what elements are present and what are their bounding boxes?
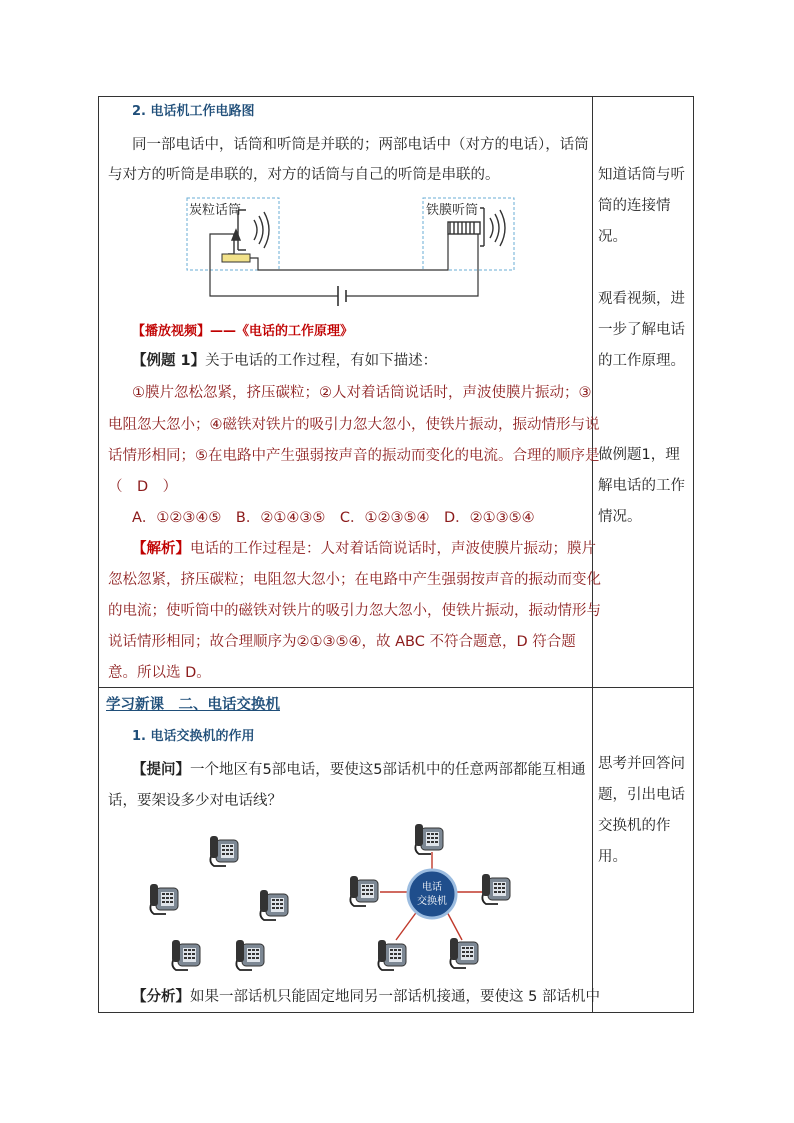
question-tag: 【提问】 (132, 762, 190, 778)
analysis-line: 意。所以选 D。 (108, 665, 211, 681)
switchboard-label: 电话 (422, 882, 442, 893)
side-note: 筒的连接情 (598, 198, 671, 214)
analysis-line: 说话情形相同；故合理顺序为②①③⑤④，故 ABC 不符合题意，D 符合题 (108, 634, 576, 650)
example-options: A．①②③④⑤ B．②①④③⑤ C．①②③⑤④ D．②①③⑤④ (132, 510, 535, 526)
analysis-tag: 【解析】 (132, 541, 190, 557)
side-note: 思考并回答问 (598, 756, 685, 772)
telephone-circuit-diagram (180, 194, 520, 306)
analysis-text: 电话的工作过程是：人对着话筒说话时，声波使膜片振动；膜片 (190, 541, 596, 557)
telephone-icon (236, 940, 264, 970)
side-note: 情况。 (598, 509, 642, 525)
iron-diaphragm-receiver-label: 铁膜听筒 (426, 203, 479, 218)
question-line: 话，要架设多少对电话线？ (108, 793, 282, 809)
carbon-microphone-label: 炭粒话筒 (189, 203, 242, 218)
side-note: 的工作原理。 (598, 353, 685, 369)
section-heading: 1. 电话交换机的作用 (132, 729, 255, 744)
side-note: 交换机的作 (598, 818, 671, 834)
telephone-icon (172, 940, 200, 970)
video-title: ——《电话的工作原理》 (210, 324, 354, 339)
side-note: 况。 (598, 229, 627, 245)
telephone-icon (378, 940, 406, 970)
example-line: 话情形相同；⑤在电路中产生强弱按声音的振动而变化的电流。合理的顺序是 (108, 448, 600, 464)
example-tag: 【例题 1】 (132, 353, 206, 369)
question-text: 一个地区有5部电话，要使这5部话机中的任意两部都能互相通 (190, 762, 586, 778)
analysis-line: 的电流；使听筒中的磁铁对铁片的吸引力忽大忽小，使铁片振动，振动情形与 (108, 603, 601, 619)
example-intro: 关于电话的工作过程，有如下描述： (205, 353, 438, 369)
side-note: 一步了解电话 (598, 322, 685, 338)
side-note: 解电话的工作 (598, 478, 685, 494)
telephone-icon (210, 836, 238, 866)
analysis-line: 忽松忽紧，挤压碳粒；电阻忽大忽小；在电路中产生强弱按声音的振动而变化 (108, 572, 601, 588)
switchboard-label: 交换机 (417, 896, 447, 907)
side-note: 知道话筒与听 (598, 167, 685, 183)
paragraph-line: 与对方的听筒是串联的，对方的话筒与自己的听筒是串联的。 (108, 167, 500, 183)
side-note: 题，引出电话 (598, 787, 685, 803)
example-line: 电阻忽大忽小；④磁铁对铁片的吸引力忽大忽小，使铁片振动，振动情形与说 (108, 417, 600, 433)
carbon-granule-block (222, 254, 250, 262)
telephone-icon (350, 876, 378, 906)
switchboard-node (408, 870, 456, 918)
telephone-icon (150, 884, 178, 914)
analysis-tag: 【分析】 (132, 989, 190, 1005)
telephone-icon (482, 874, 510, 904)
telephone-icon (260, 890, 288, 920)
side-note: 用。 (598, 849, 627, 865)
paragraph-line: 同一部电话中，话筒和听筒是并联的；两部电话中（对方的电话），话筒 (132, 137, 589, 153)
example-line: ①膜片忽松忽紧，挤压碳粒；②人对着话筒说话时，声波使膜片振动；③ (132, 385, 592, 401)
analysis-text: 如果一部话机只能固定地同另一部话机接通，要使这 5 部话机中 (190, 989, 600, 1005)
play-video-tag: 【播放视频】 (132, 324, 211, 339)
telephone-icon (415, 824, 443, 854)
side-note: 做例题1，理 (598, 447, 680, 463)
section-title: 学习新课 二、电话交换机 (106, 697, 280, 713)
side-note: 观看视频，进 (598, 291, 685, 307)
section-heading: 2. 电话机工作电路图 (132, 104, 255, 119)
telephone-network-illustration (140, 818, 560, 978)
example-answer: （ D ） (108, 479, 178, 495)
telephone-icon (450, 938, 478, 968)
